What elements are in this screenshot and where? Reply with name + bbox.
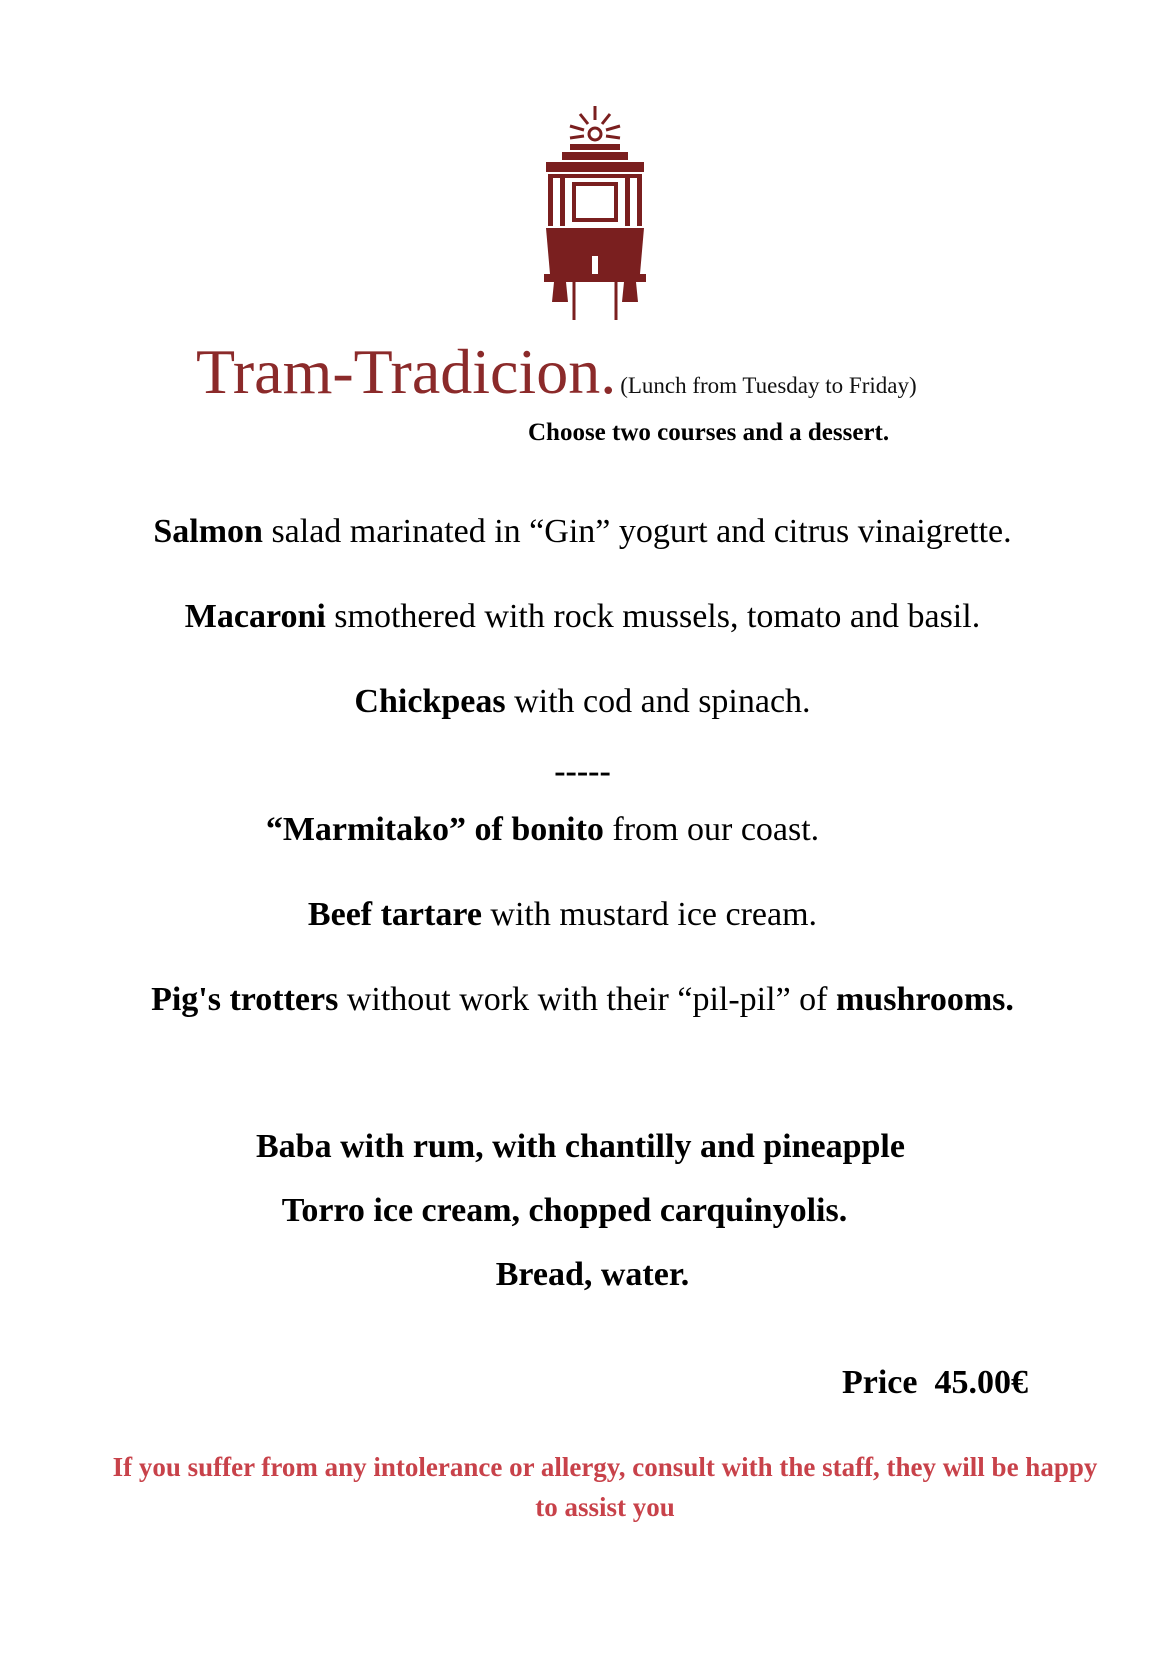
dish-description: without work with their “pil-pil” of [338, 981, 836, 1018]
dish-name: “Marmitako” of bonito [265, 811, 604, 848]
dish-description: from our coast. [603, 811, 820, 848]
tram-icon [540, 106, 650, 332]
dish-name: Chickpeas [354, 683, 506, 720]
dish-highlight: mushrooms. [835, 981, 1014, 1018]
dish-description: salad marinated in “Gin” yogurt and citrus vinaigrette. [262, 513, 1012, 550]
menu-item [0, 600, 1165, 634]
allergy-notice: If you suffer from any intolerance or allergy, consult with the staff, they will be happy to assist you [112, 1452, 1098, 1522]
dish-description: smothered with rock mussels, tomato and basil. [325, 598, 981, 635]
menu-item [0, 898, 1145, 932]
extras-line: Bread, water. [495, 1256, 690, 1293]
dish-description: with cod and spinach. [505, 683, 811, 720]
dish-name: Pig's trotters [151, 981, 339, 1018]
menu-item [0, 515, 1165, 549]
menu-item [0, 983, 1165, 1017]
menu-instructions: Choose two courses and a dessert. [528, 419, 890, 446]
course-separator: ----- [554, 753, 611, 790]
dish-name: Salmon [153, 513, 263, 550]
dish-name: Macaroni [184, 598, 326, 635]
menu-price: Price 45.00€ [842, 1364, 1028, 1401]
page-title: Tram-Tradicion. [196, 336, 617, 407]
menu-item [0, 685, 1165, 719]
tram-logo [540, 106, 650, 332]
dish-description: with mustard ice cream. [481, 896, 818, 933]
dessert-item: Baba with rum, with chantilly and pineapple [256, 1128, 905, 1165]
page-subtitle: (Lunch from Tuesday to Friday) [620, 373, 917, 398]
title-line [196, 336, 917, 407]
dessert-item: Torro ice cream, chopped carquinyolis. [281, 1192, 848, 1229]
menu-item [0, 813, 1125, 847]
dish-name: Beef tartare [307, 896, 482, 933]
